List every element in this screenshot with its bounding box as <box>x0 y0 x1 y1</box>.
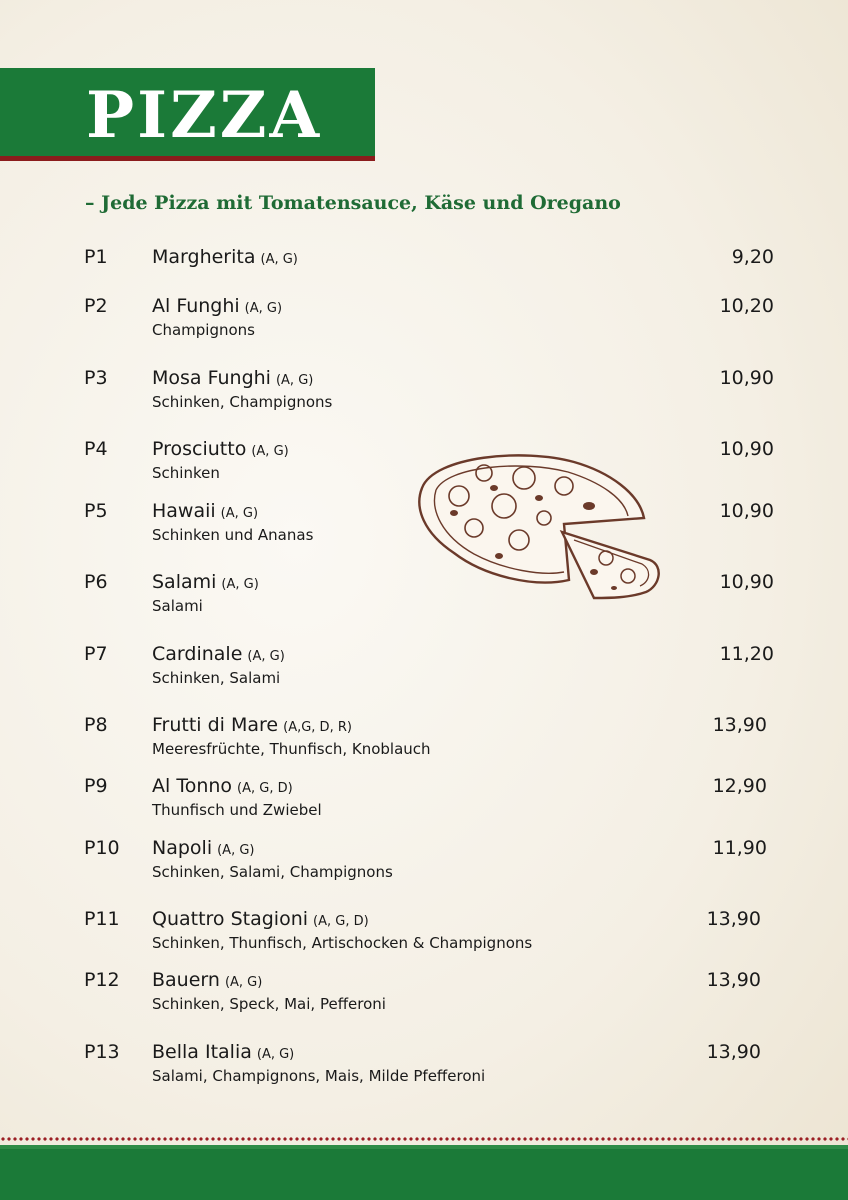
item-price: 10,20 <box>719 295 774 317</box>
item-code: P3 <box>84 367 108 389</box>
item-code: P5 <box>84 500 108 522</box>
footer-band <box>0 1145 848 1200</box>
item-description: Schinken und Ananas <box>152 526 314 544</box>
item-code: P9 <box>84 775 108 797</box>
item-allergens: (A,G, D, R) <box>283 720 352 735</box>
item-code: P4 <box>84 438 108 460</box>
item-allergens: (A, G) <box>220 506 259 521</box>
item-description: Schinken, Speck, Mai, Pefferoni <box>152 995 386 1013</box>
menu-item <box>0 907 848 959</box>
item-allergens: (A, G) <box>247 649 285 664</box>
item-price: 13,90 <box>706 969 761 991</box>
page-subtitle: – Jede Pizza mit Tomatensauce, Käse und Oregano <box>85 192 621 214</box>
item-name: Napoli (A, G) <box>152 837 255 859</box>
menu-item <box>0 713 848 765</box>
item-allergens: (A, G) <box>275 373 314 388</box>
item-description: Champignons <box>152 321 256 339</box>
item-code: P10 <box>84 837 120 859</box>
menu-item <box>0 1040 848 1092</box>
item-name: Hawaii (A, G) <box>152 500 259 522</box>
item-code: P2 <box>84 295 108 317</box>
menu-item <box>0 836 848 888</box>
footer-dot-border <box>0 1136 848 1142</box>
menu-item <box>0 294 848 346</box>
item-name: Cardinale (A, G) <box>152 643 285 665</box>
item-name: Quattro Stagioni (A, G, D) <box>152 908 369 930</box>
item-price: 10,90 <box>719 438 774 460</box>
item-allergens: (A, G) <box>221 577 259 592</box>
pizza-illustration <box>414 448 664 606</box>
item-name: Bella Italia (A, G) <box>152 1041 295 1063</box>
item-price: 13,90 <box>712 714 767 736</box>
item-description: Schinken, Salami <box>152 669 281 687</box>
menu-item <box>0 366 848 418</box>
item-code: P13 <box>84 1041 120 1063</box>
item-description: Meeresfrüchte, Thunfisch, Knoblauch <box>152 740 431 758</box>
item-allergens: (A, G) <box>244 301 283 316</box>
item-allergens: (A, G, D) <box>237 781 293 796</box>
item-allergens: (A, G) <box>260 252 298 267</box>
item-allergens: (A, G) <box>256 1047 295 1062</box>
item-description: Salami, Champignons, Mais, Milde Pfefferoni <box>152 1067 486 1085</box>
item-code: P8 <box>84 714 108 736</box>
item-price: 10,90 <box>719 571 774 593</box>
item-description: Schinken, Salami, Champignons <box>152 863 393 881</box>
item-name: Al Funghi (A, G) <box>152 295 283 317</box>
item-price: 10,90 <box>719 500 774 522</box>
menu-item <box>0 245 848 297</box>
item-allergens: (A, G) <box>217 843 255 858</box>
item-name: Frutti di Mare (A,G, D, R) <box>152 714 352 736</box>
item-description: Schinken <box>152 464 220 482</box>
item-price: 10,90 <box>719 367 774 389</box>
menu-item <box>0 968 848 1020</box>
item-name: Mosa Funghi (A, G) <box>152 367 314 389</box>
item-description: Salami <box>152 597 203 615</box>
item-code: P7 <box>84 643 108 665</box>
item-name: Prosciutto (A, G) <box>152 438 289 460</box>
page-title: PIZZA <box>86 78 323 153</box>
item-code: P6 <box>84 571 108 593</box>
menu-item <box>0 642 848 694</box>
item-price: 12,90 <box>712 775 767 797</box>
item-allergens: (A, G) <box>251 444 289 459</box>
item-code: P12 <box>84 969 120 991</box>
item-price: 13,90 <box>706 908 761 930</box>
item-code: P1 <box>84 246 108 268</box>
item-code: P11 <box>84 908 120 930</box>
item-description: Schinken, Champignons <box>152 393 333 411</box>
item-description: Thunfisch und Zwiebel <box>152 801 322 819</box>
item-name: Al Tonno (A, G, D) <box>152 775 293 797</box>
pizza-slice <box>562 532 659 598</box>
item-price: 11,20 <box>719 643 774 665</box>
item-allergens: (A, G, D) <box>313 914 369 929</box>
menu-item <box>0 774 848 826</box>
item-name: Bauern (A, G) <box>152 969 263 991</box>
item-name: Margherita (A, G) <box>152 246 298 268</box>
item-allergens: (A, G) <box>224 975 263 990</box>
item-price: 9,20 <box>731 246 774 268</box>
item-price: 11,90 <box>712 837 767 859</box>
item-description: Schinken, Thunfisch, Artischocken & Champignons <box>152 934 533 952</box>
item-name: Salami (A, G) <box>152 571 259 593</box>
item-price: 13,90 <box>706 1041 761 1063</box>
footer-highlight <box>0 1145 848 1149</box>
